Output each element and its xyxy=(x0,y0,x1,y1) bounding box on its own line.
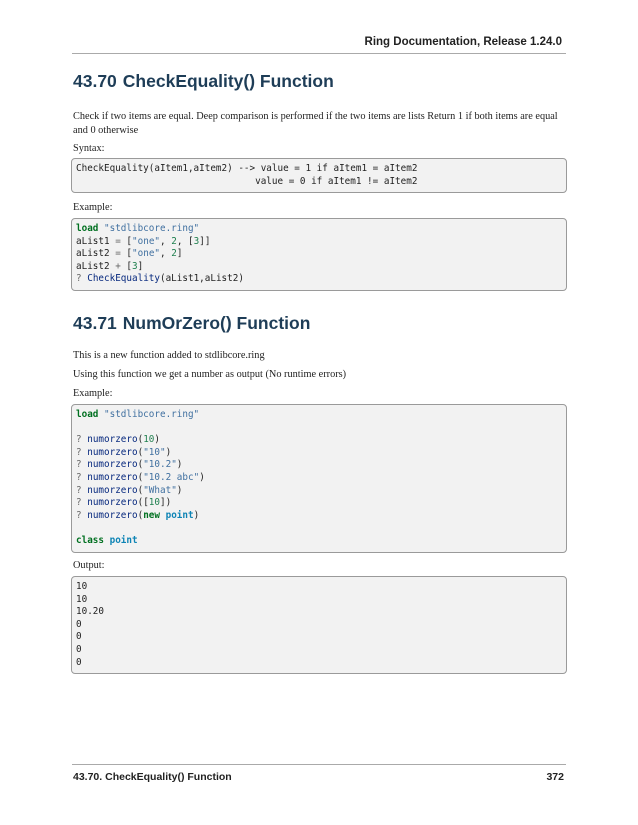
footer-divider xyxy=(72,764,566,765)
syntax-code-block xyxy=(71,158,567,193)
example-label-2: Example: xyxy=(73,388,113,399)
checkequality-description: Check if two items are equal. Deep comparison is performed if the two items are lists Return 1 if both items are equal and 0 otherwise xyxy=(73,111,558,136)
syntax-label: Syntax: xyxy=(73,143,105,154)
footer-section-label: 43.70. CheckEquality() Function xyxy=(73,771,232,783)
header-divider xyxy=(72,53,566,54)
section-title-text: CheckEquality() Function xyxy=(122,71,334,91)
section-title-checkequality xyxy=(73,71,334,92)
output-label: Output: xyxy=(73,560,105,571)
section-title-numorzero xyxy=(73,313,310,334)
output-code: 10 10 10.20 0 0 0 0 xyxy=(76,581,104,668)
section-number: 43.71 xyxy=(73,313,117,333)
output-code-block xyxy=(71,576,567,674)
numorzero-intro: This is a new function added to stdlibcore.ring xyxy=(73,350,265,361)
running-header: Ring Documentation, Release 1.24.0 xyxy=(364,36,562,48)
section-number: 43.70 xyxy=(73,71,117,91)
syntax-code: CheckEquality(aItem1,aItem2) --> value = 1 if aItem1 = aItem2 value = 0 if aItem1 != aItem2 xyxy=(76,163,418,187)
page-number: 372 xyxy=(546,771,564,783)
checkequality-example-code: load "stdlibcore.ring" aList1 = ["one", 2, [3]] aList2 = ["one", 2] aList2 + [3] ? CheckEquality(aList1,aList2) xyxy=(76,223,244,285)
numorzero-example-code: load "stdlibcore.ring" ? numorzero(10) ? numorzero("10") ? numorzero("10.2") ? numorzero("10.2 abc") ? numorzero("What") ? numorzero([10]) ? numorzero(new point) class point xyxy=(76,409,205,546)
checkequality-example-code-block xyxy=(71,218,567,291)
section-title-text: NumOrZero() Function xyxy=(122,313,311,333)
numorzero-note: Using this function we get a number as output (No runtime errors) xyxy=(73,369,347,380)
numorzero-example-code-block xyxy=(71,404,567,553)
example-label-1: Example: xyxy=(73,202,113,213)
